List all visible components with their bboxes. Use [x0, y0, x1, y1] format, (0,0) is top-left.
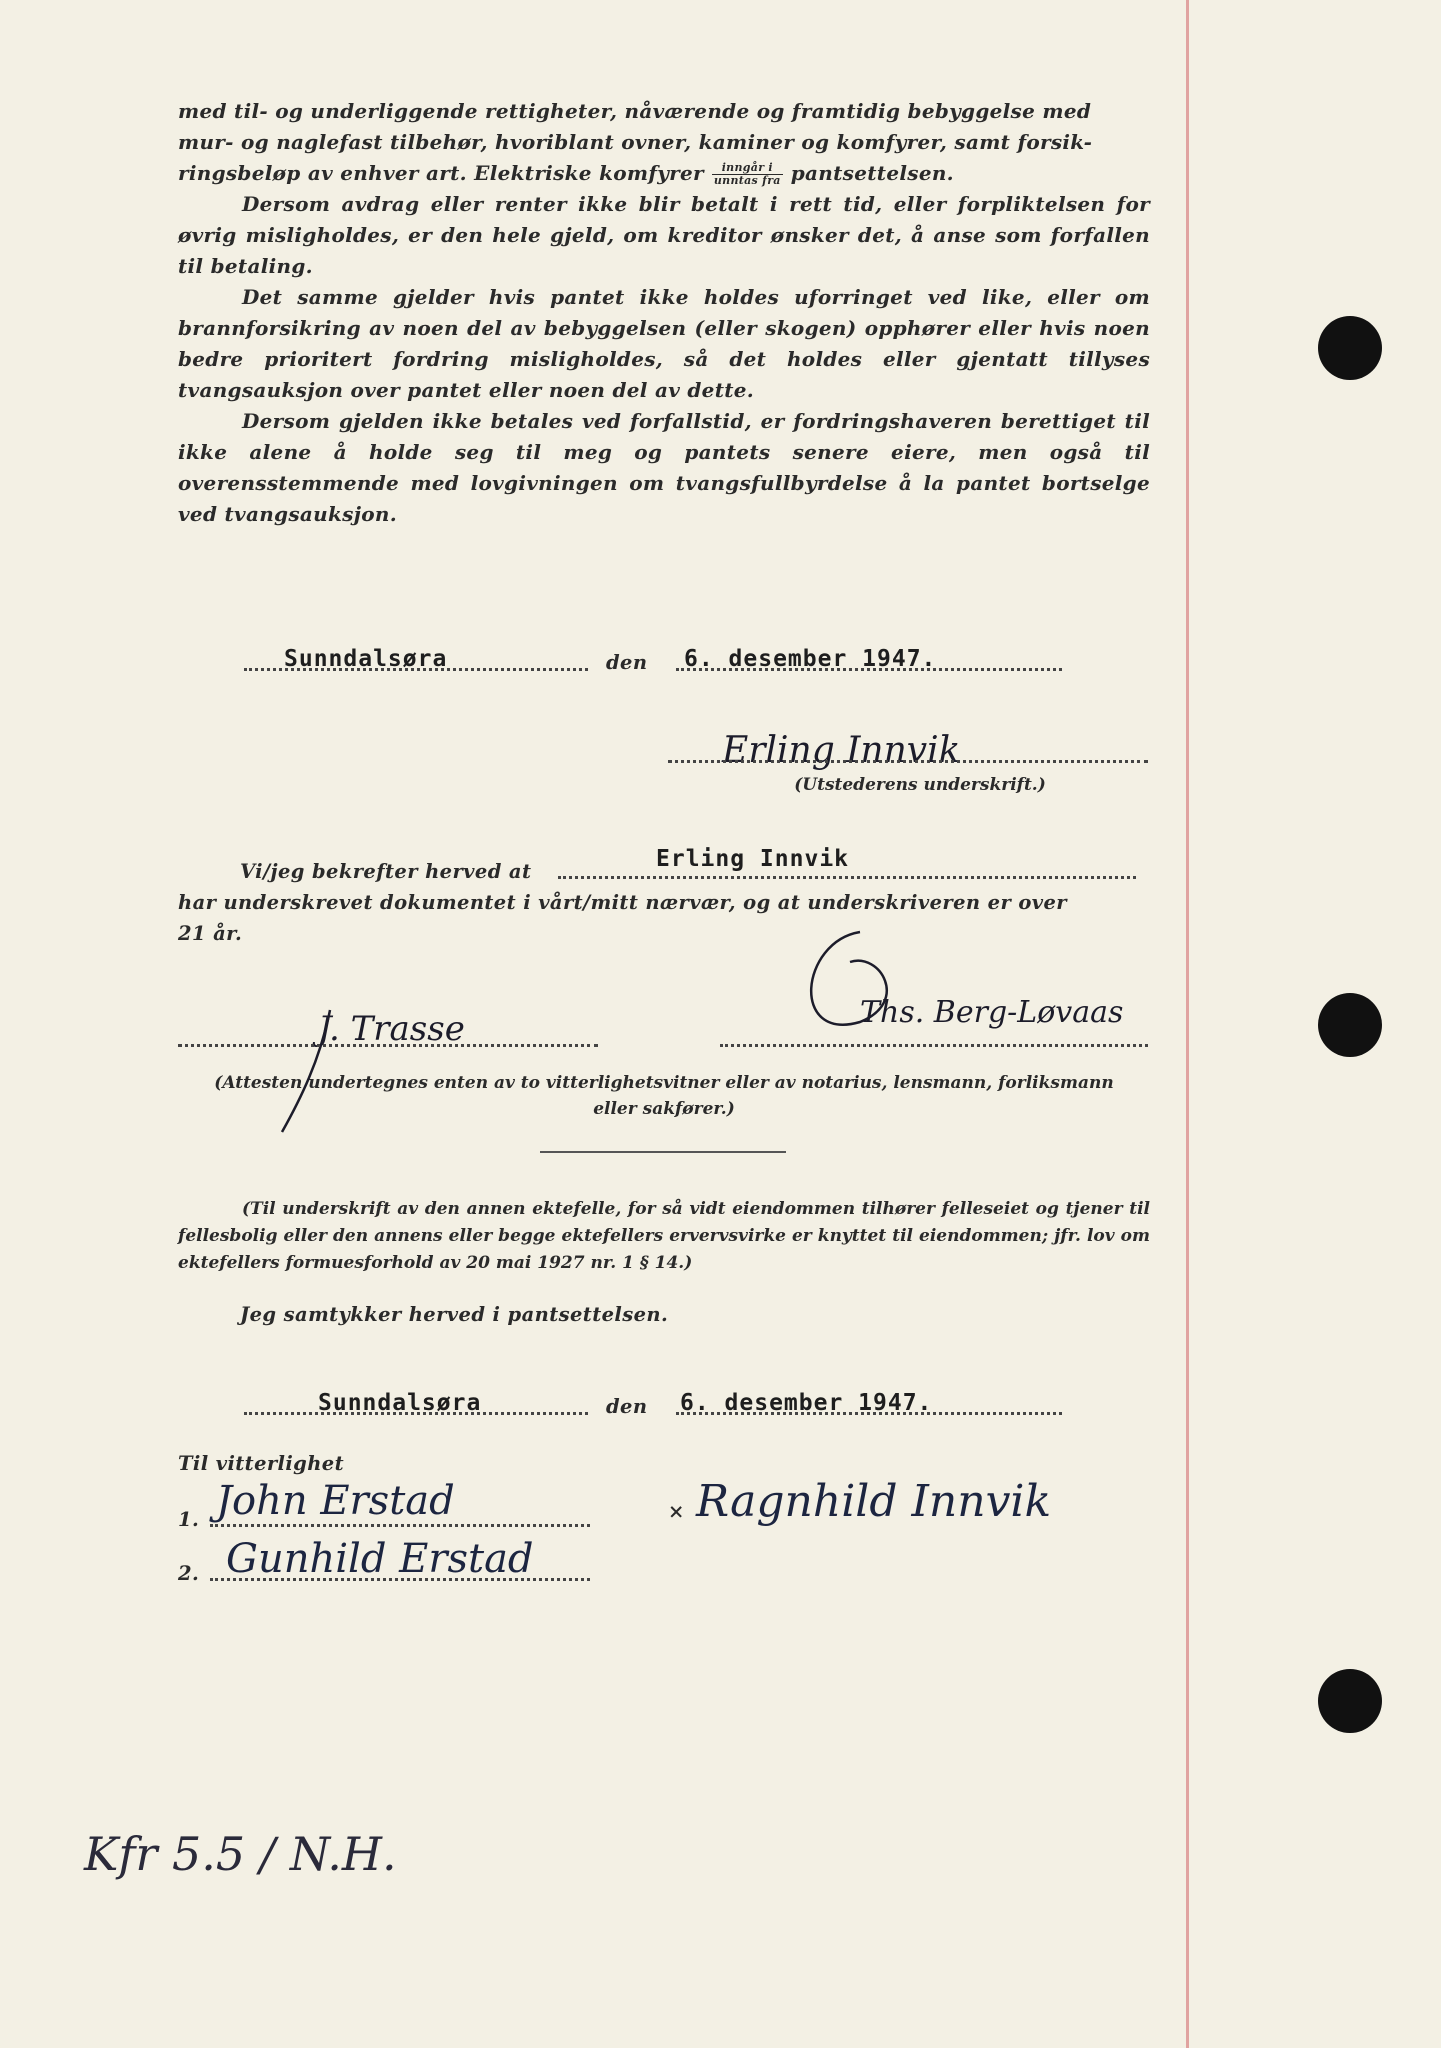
body-line-start: ringsbeløp av enhver art. Elektriske komfyrer — [178, 161, 704, 185]
footer-handwritten-note — [84, 1800, 444, 1900]
witness2-signature — [226, 1524, 646, 1584]
witness1-signature — [216, 1466, 546, 1526]
svg-text:John Erstad: John Erstad — [216, 1478, 455, 1524]
left-witness-dotted-line — [178, 1044, 598, 1047]
den-label: den — [606, 651, 648, 674]
witness-line: 21 år. — [178, 922, 243, 945]
margin-rule — [1186, 0, 1189, 2048]
vitterlighet-label: Til vitterlighet — [178, 1452, 344, 1475]
spouse-note-text: (Til underskrift av den annen ektefelle, for så vidt eiendommen tilhører felleseiet og tjener til fellesbolig eller den annens eller begge ektefellers ervervsvirke er knyttet til eiendommen; jfr. lov om ektefellers formuesforhold av 20 mai 1927 nr. 1 § 14.) — [178, 1199, 1150, 1273]
enforcement-paragraph: Dersom gjelden ikke betales ved forfallstid, er fordringshaveren berettiget til ikke alene å holde seg til meg og pantets senere eiere, men også til overensstemmende med lovgivningen om tvangsfullbyrdelse å la pantet bortselge ved tvangsauksjon. — [178, 409, 1150, 526]
fraction-top: inngår i — [712, 162, 783, 175]
svg-text:Gunhild Erstad: Gunhild Erstad — [226, 1536, 534, 1582]
witness-number: 1. — [178, 1508, 200, 1531]
attest-note — [178, 1070, 1150, 1122]
body-line: mur- og naglefast tilbehør, hvoriblant ovner, kaminer og komfyrer, samt forsik- — [178, 130, 1093, 154]
date-typed: 6. desember 1947. — [684, 646, 937, 672]
body-line-end: pantsettelsen. — [790, 161, 954, 185]
section-divider — [540, 1151, 786, 1153]
svg-text:Kfr 5.5 / N.H.: Kfr 5.5 / N.H. — [84, 1827, 397, 1881]
svg-text:J. Trasse: J. Trasse — [318, 1009, 465, 1049]
date-typed: 6. desember 1947. — [680, 1390, 933, 1416]
spouse-mark: × — [668, 1500, 685, 1523]
fraction-bottom: unntas fra — [713, 174, 781, 187]
witness-name-dotted-line — [558, 876, 1136, 879]
attest-note-line: (Attesten undertegnes enten av to vitterlighetsvitner eller av notarius, lensmann, forliksmann — [214, 1073, 1114, 1093]
option-fraction — [712, 162, 783, 187]
witness-line: har underskrevet dokumentet i vårt/mitt nærvær, og at underskriveren er over — [178, 891, 1067, 914]
body-line — [178, 158, 1150, 189]
den-label: den — [606, 1395, 648, 1418]
place-typed: Sunndalsøra — [284, 646, 448, 672]
spouse-signature — [696, 1466, 1116, 1536]
attest-note-line: eller sakfører.) — [593, 1099, 735, 1119]
default-paragraph: Dersom avdrag eller renter ikke blir betalt i rett tid, eller forpliktelsen for øvrig misligholdes, er den hele gjeld, om kreditor ønsker det, å anse som forfallen til betaling. — [178, 192, 1150, 278]
punch-hole — [1318, 1669, 1382, 1733]
issuer-caption: (Utstederens underskrift.) — [794, 775, 1046, 795]
spouse-note — [178, 1196, 1150, 1277]
maintenance-paragraph: Det samme gjelder hvis pantet ikke holdes uforringet ved like, eller om brannforsikring av noen del av bebyggelsen (eller skogen) opphører eller hvis noen bedre prioritert fordring misligholdes, så det holdes eller gjentatt tillyses tvangsauksjon over pantet eller noen del av dette. — [178, 285, 1150, 402]
svg-text:Ragnhild Innvik: Ragnhild Innvik — [696, 1476, 1052, 1527]
punch-hole — [1318, 316, 1382, 380]
punch-hole — [1318, 993, 1382, 1057]
svg-text:Erling Innvik: Erling Innvik — [722, 730, 961, 771]
place-typed: Sunndalsøra — [318, 1390, 482, 1416]
right-witness-signature — [790, 912, 1130, 1062]
body-line: med til- og underliggende rettigheter, nåværende og framtidig bebyggelse med — [178, 99, 1092, 123]
witness-name-typed: Erling Innvik — [656, 846, 850, 872]
witness-number: 2. — [178, 1562, 200, 1585]
right-witness-dotted-line — [720, 1044, 1148, 1047]
issuer-dotted-line — [668, 760, 1148, 763]
body-text — [178, 96, 1150, 530]
consent-text: Jeg samtykker herved i pantsettelsen. — [240, 1303, 669, 1326]
svg-text:Ths. Berg-Løvaas: Ths. Berg-Løvaas — [860, 995, 1124, 1030]
witness-lead: Vi/jeg bekrefter herved at — [240, 860, 532, 883]
